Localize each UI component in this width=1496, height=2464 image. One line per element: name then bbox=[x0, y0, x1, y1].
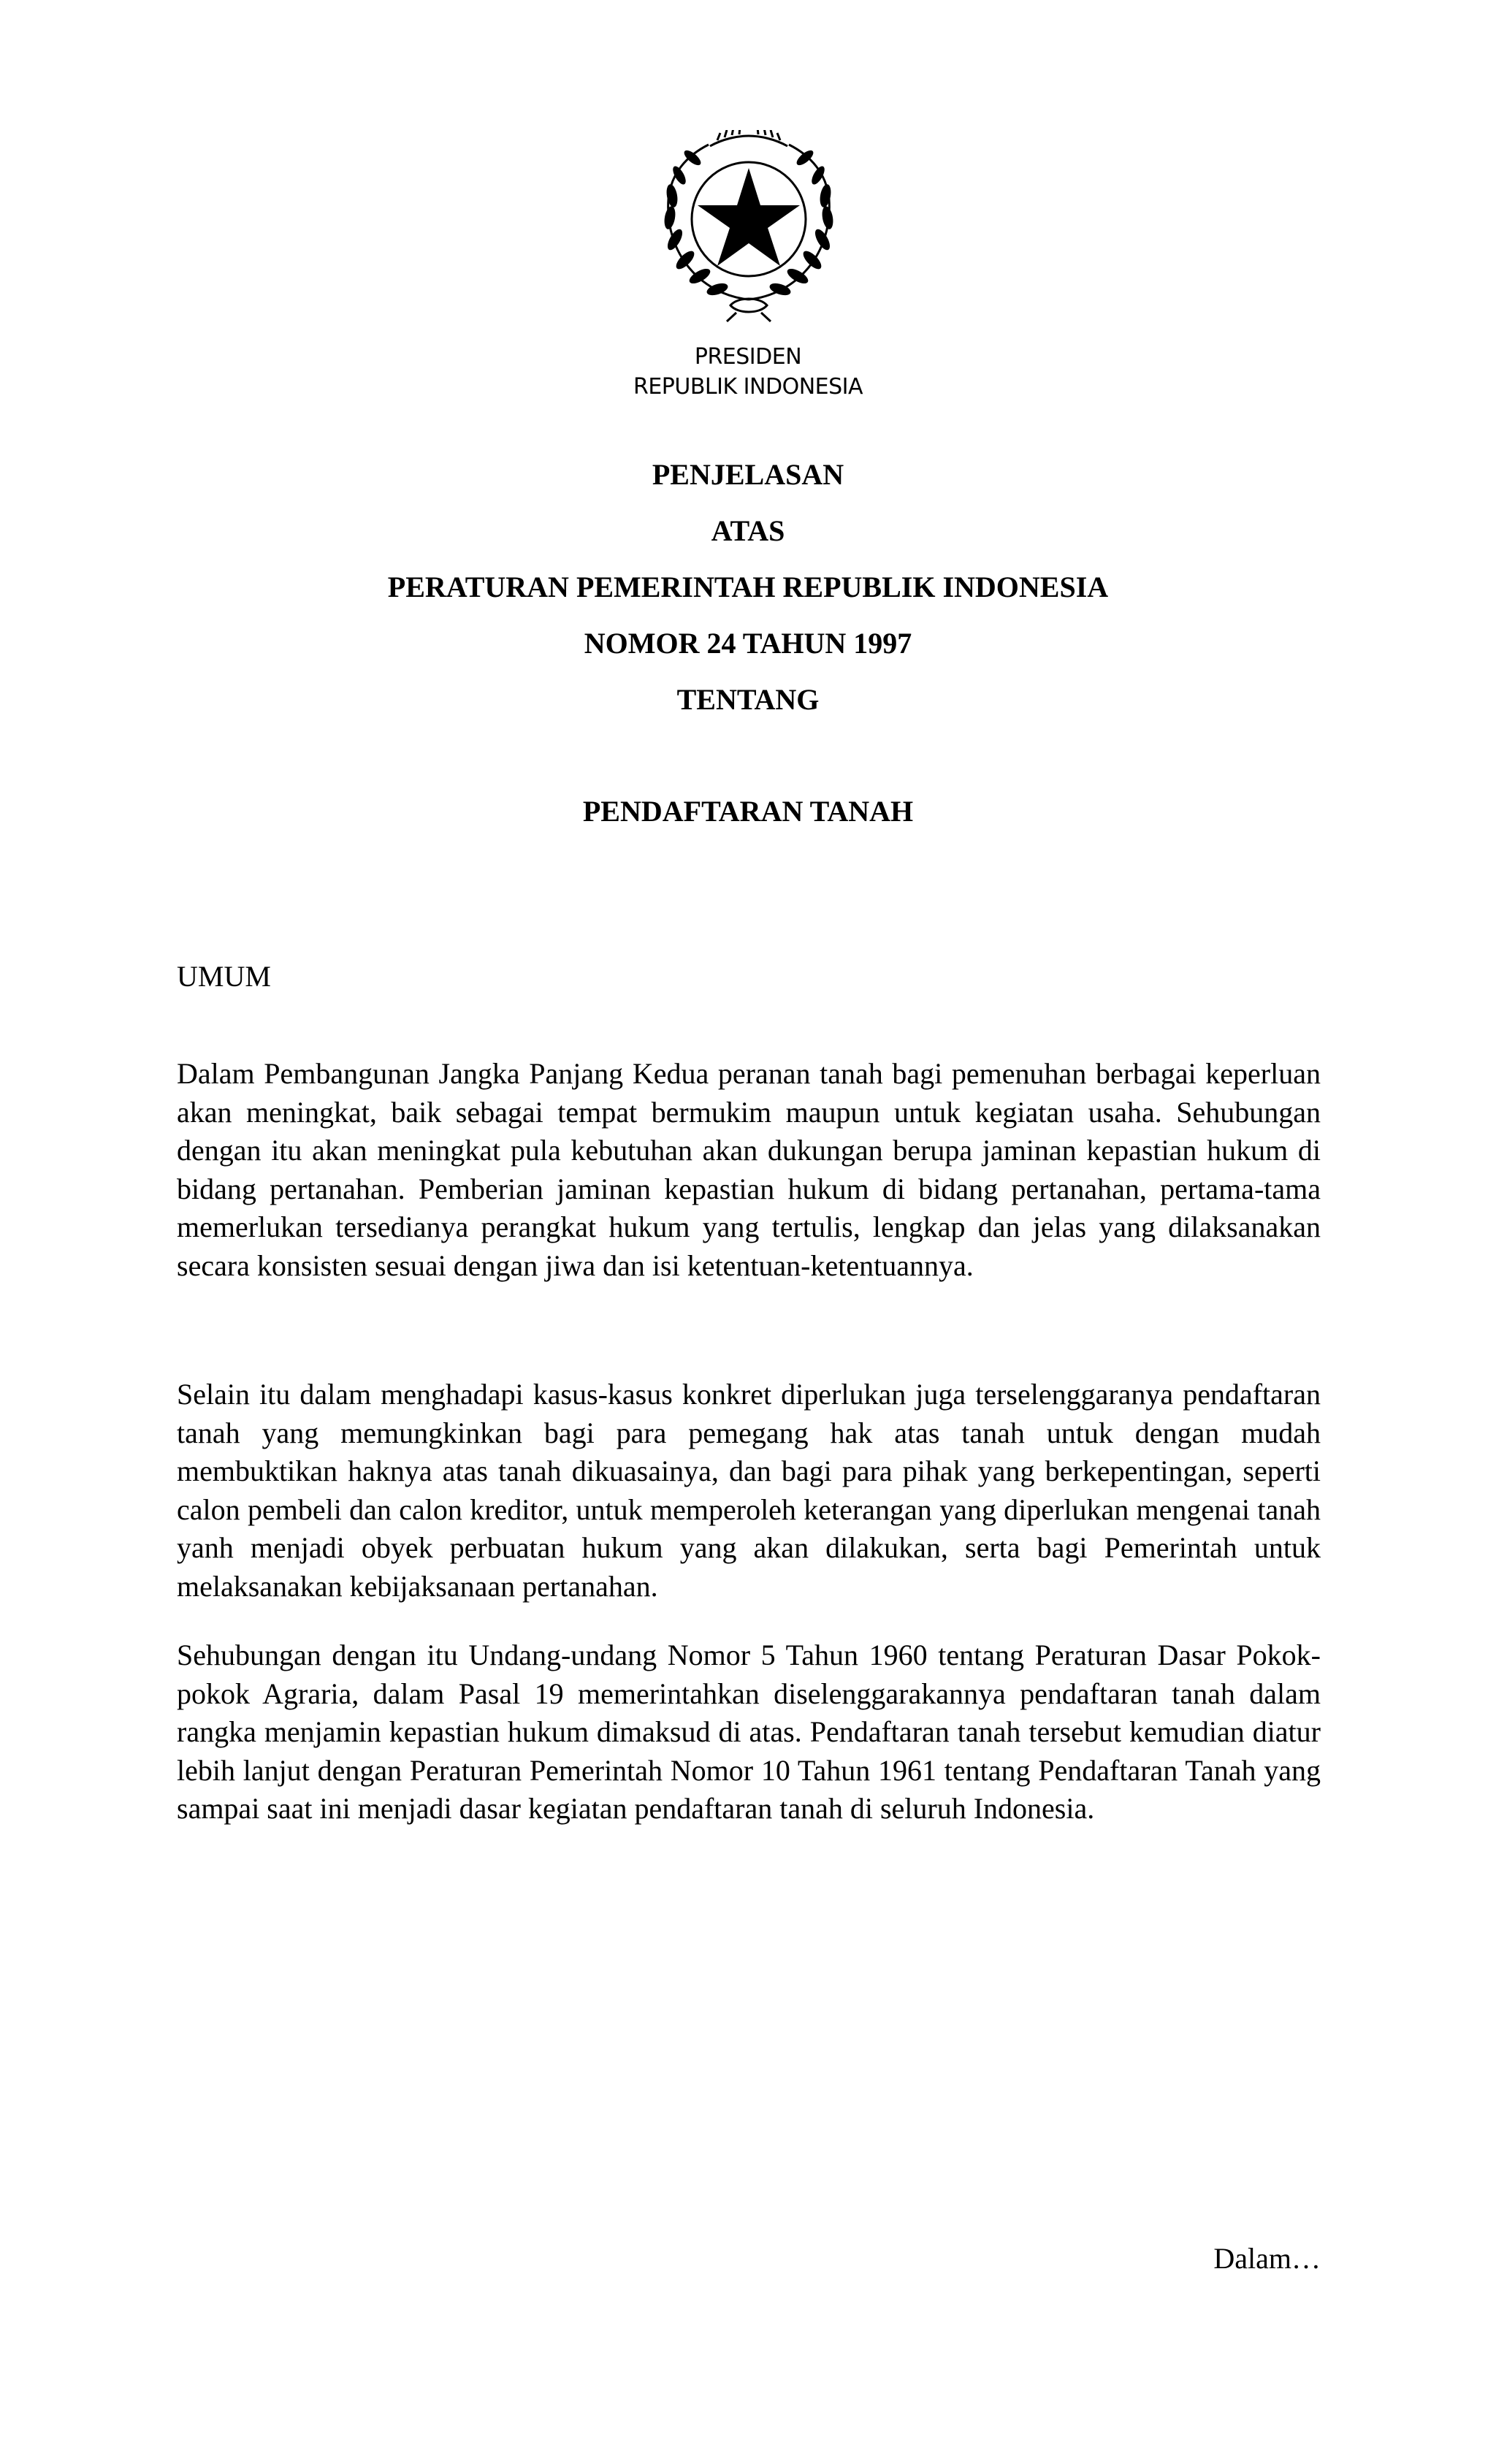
section-heading: UMUM bbox=[177, 960, 271, 993]
body-paragraph-1: Dalam Pembangunan Jangka Panjang Kedua peranan tanah bagi pemenuhan berbagai keperluan akan meningkat, baik sebagai tempat bermukim maupun untuk kegiatan usaha. Sehubungan dengan itu akan meningkat pula kebutuhan akan dukungan berupa jaminan kepastian hukum di bidang pertanahan. Pemberian jaminan kepastian hukum di bidang pertanahan, pertama-tama memerlukan tersedianya perangkat hukum yang tertulis, lengkap dan jelas yang dilaksanakan secara konsisten sesuai dengan jiwa dan isi ketentuan-ketentuannya. bbox=[177, 1057, 1321, 1282]
title-line-number: NOMOR 24 TAHUN 1997 bbox=[584, 627, 912, 660]
title-line-tentang: TENTANG bbox=[676, 683, 820, 716]
title-line-atas: ATAS bbox=[711, 514, 785, 547]
document-subject: PENDAFTARAN TANAH bbox=[582, 795, 914, 828]
body-paragraph-3: Sehubungan dengan itu Undang-undang Nomor 5 Tahun 1960 tentang Peraturan Dasar Pokok-pokok Agraria, dalam Pasal 19 memerintahkan diselenggarakannya pendaftaran tanah dalam rangka menjamin kepastian hukum dimaksud di atas. Pendaftaran tanah tersebut kemudian diatur lebih lanjut dengan Peraturan Pemerintah Nomor 10 Tahun 1961 tentang Pendaftaran Tanah yang sampai saat ini menjadi dasar kegiatan pendaftaran tanah di seluruh Indonesia. bbox=[177, 1639, 1321, 1825]
title-line-regulation: PERATURAN PEMERINTAH REPUBLIK INDONESIA bbox=[387, 571, 1109, 603]
agency-name-line2: REPUBLIK INDONESIA bbox=[633, 374, 863, 400]
title-line-penjelasan: PENJELASAN bbox=[652, 458, 844, 491]
agency-name-line1: PRESIDEN bbox=[694, 344, 802, 370]
presidential-seal-icon bbox=[650, 130, 847, 324]
body-paragraph-2: Selain itu dalam menghadapi kasus-kasus konkret diperlukan juga terselenggaranya pendaftaran tanah yang memungkinkan bagi para pemegang hak atas tanah untuk dengan mudah membuktikan haknya atas tanah dikuasainya, dan bagi para pihak yang berkepentingan, seperti calon pembeli dan calon kreditor, untuk memperoleh keterangan yang diperlukan mengenai tanah yanh menjadi obyek perbuatan hukum yang akan dilakukan, serta bagi Pemerintah untuk melaksanakan kebijaksanaan pertanahan. bbox=[177, 1378, 1321, 1603]
continuation-marker: Dalam… bbox=[1213, 2242, 1321, 2275]
star-icon bbox=[698, 168, 800, 266]
